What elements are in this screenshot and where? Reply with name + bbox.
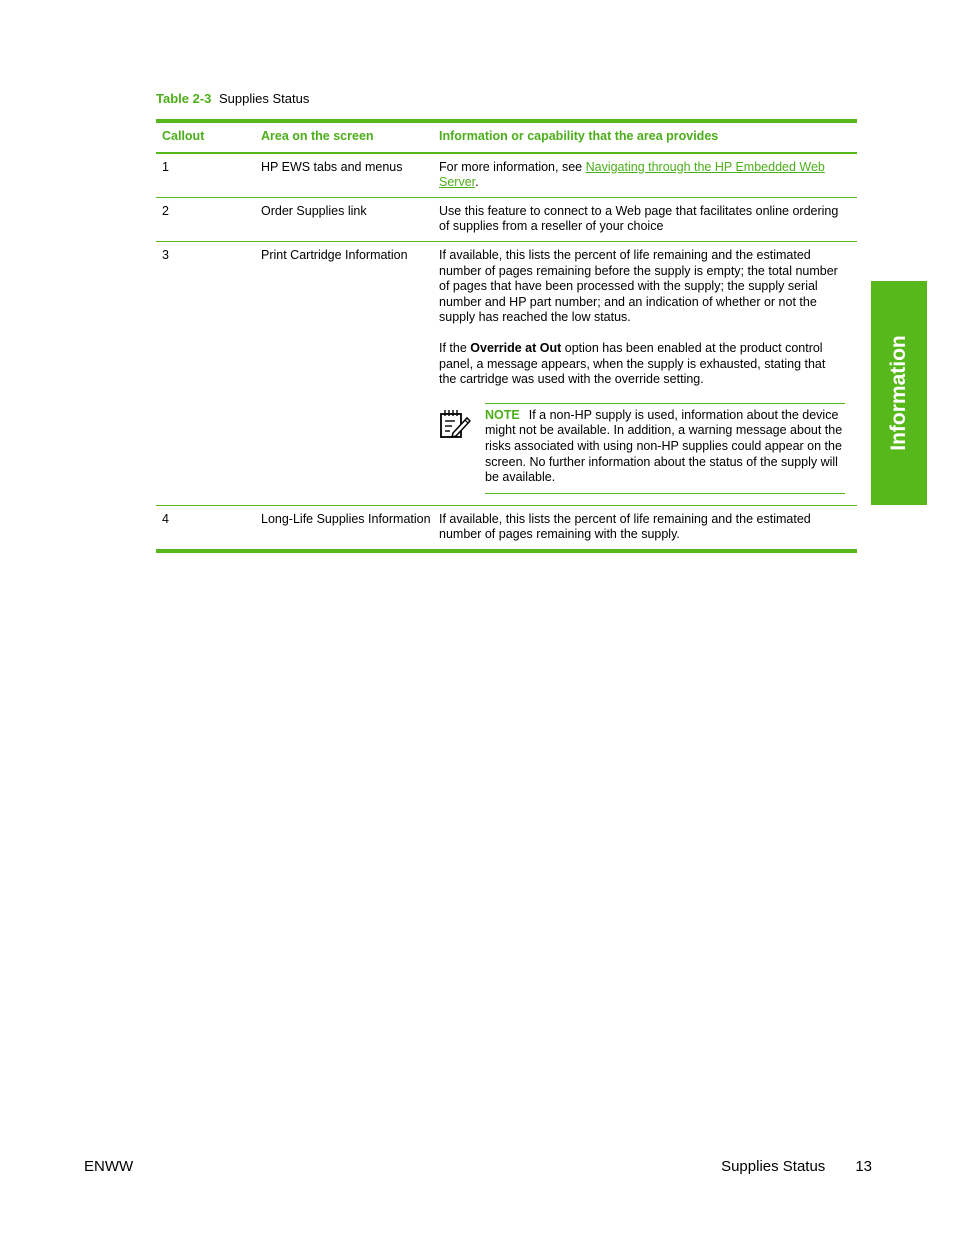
info-paragraph [439, 341, 845, 388]
row-callout: 2 [162, 203, 169, 218]
row-information: If available, this lists the percent of life remaining and the estimated number of pages remaining with the supply. [439, 511, 811, 542]
row-information [439, 160, 857, 191]
side-tab-label: Information [887, 335, 910, 451]
table-caption [156, 91, 309, 106]
info-text: option has been enabled at the product control panel, a message appears, when the supply is exhausted, stating that the cartridge was used with the override setting. [439, 340, 826, 387]
info-text: For more information, see [439, 159, 586, 174]
override-at-out-term: Override at Out [470, 340, 562, 355]
page-number: 13 [855, 1158, 872, 1175]
row-area: Long-Life Supplies Information [261, 511, 431, 526]
table-row [156, 197, 857, 241]
row-area: Print Cartridge Information [261, 247, 408, 262]
section-side-tab [871, 281, 927, 505]
table-row [156, 241, 857, 505]
table-title: Supplies Status [219, 91, 310, 106]
row-area: HP EWS tabs and menus [261, 159, 403, 174]
note-icon [439, 403, 485, 494]
note-box [439, 403, 845, 494]
row-information [439, 248, 857, 499]
row-callout: 3 [162, 247, 169, 262]
supplies-status-table [156, 119, 857, 553]
table-row [156, 154, 857, 197]
table-number: Table 2-3 [156, 91, 212, 106]
row-information: Use this feature to connect to a Web page that facilitates online ordering of supplies from a reseller of your choice [439, 203, 839, 234]
header-information: Information or capability that the area provides [439, 129, 719, 143]
footer-left: ENWW [84, 1158, 134, 1175]
header-area: Area on the screen [261, 129, 374, 143]
navigating-ews-link[interactable]: Navigating through the HP Embedded Web Server [439, 159, 825, 190]
table-header-row [156, 123, 857, 154]
info-text: If the [439, 340, 471, 355]
note-label: NOTE [485, 407, 520, 422]
header-callout: Callout [162, 129, 205, 143]
footer-section: Supplies Status [721, 1158, 826, 1175]
row-callout: 1 [162, 159, 169, 174]
info-text: . [475, 175, 479, 190]
info-paragraph: If available, this lists the percent of life remaining and the estimated number of pages remaining before the supply is empty; the total number of pages that have been processed with the supply; the supply serial number and HP part number; and an indication of whether or not the supply has reached the low status. [439, 247, 838, 325]
note-body: If a non-HP supply is used, information about the device might not be available. In addition, a warning message about the risks associated with using non-HP supplies could appear on the screen. No further information about the status of the supply will be available. [485, 407, 843, 485]
note-text [485, 403, 845, 494]
row-callout: 4 [162, 511, 169, 526]
row-area: Order Supplies link [261, 203, 367, 218]
table-row [156, 505, 857, 549]
footer-right [721, 1158, 872, 1175]
